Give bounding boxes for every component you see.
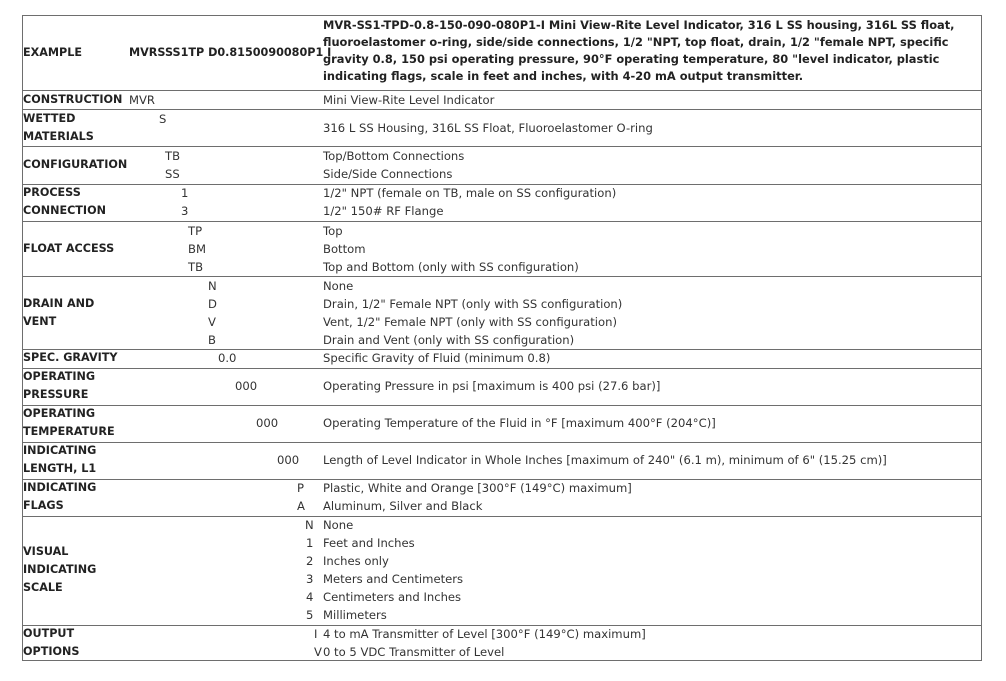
drain-vent-label-2: VENT (23, 315, 57, 328)
op-pressure-label-2: PRESSURE (23, 388, 89, 401)
construction-code: MVR (129, 93, 155, 107)
output-code-i: I (314, 627, 318, 641)
ind-flags-row (23, 479, 981, 517)
op-temperature-code: 000 (256, 416, 279, 430)
visual-scale-desc-1: Feet and Inches (323, 536, 415, 550)
visual-scale-code-1: 1 (306, 536, 314, 550)
process-row (23, 184, 981, 222)
ind-flags-desc-p: Plastic, White and Orange [300°F (149°C) maximum] (323, 481, 632, 495)
visual-scale-code-3: 3 (306, 572, 314, 586)
float-access-desc-tp: Top (323, 224, 343, 238)
ind-flags-desc-a: Aluminum, Silver and Black (323, 499, 483, 513)
drain-vent-label-1: DRAIN AND (23, 297, 95, 310)
visual-scale-desc-4: Centimeters and Inches (323, 590, 462, 604)
process-label-1: PROCESS (23, 186, 81, 199)
visual-scale-desc-n: None (323, 518, 354, 532)
construction-row (23, 91, 981, 110)
output-desc-v: 0 to 5 VDC Transmitter of Level (323, 645, 505, 659)
drain-vent-code-d: D (208, 297, 217, 311)
spec-gravity-desc: Specific Gravity of Fluid (minimum 0.8) (323, 351, 551, 365)
process-desc-3: 1/2" 150# RF Flange (323, 204, 444, 218)
drain-vent-desc-v: Vent, 1/2" Female NPT (only with SS configuration) (323, 315, 617, 329)
process-code-3: 3 (181, 204, 189, 218)
configuration-label: CONFIGURATION (23, 158, 128, 171)
ind-length-label-2: LENGTH, L1 (23, 462, 97, 475)
float-access-code-tp: TP (188, 224, 203, 238)
drain-vent-code-b: B (208, 333, 216, 347)
configuration-desc-ss: Side/Side Connections (323, 167, 453, 181)
op-temperature-label-2: TEMPERATURE (23, 425, 115, 438)
visual-scale-code-5: 5 (306, 608, 314, 622)
op-temperature-row (23, 405, 981, 443)
drain-vent-desc-n: None (323, 279, 354, 293)
output-label-1: OUTPUT (23, 627, 75, 640)
spec-gravity-code: 0.0 (218, 351, 237, 365)
float-access-desc-tb: Top and Bottom (only with SS configuration) (323, 260, 579, 274)
visual-scale-code-4: 4 (306, 590, 314, 604)
output-desc-i: 4 to mA Transmitter of Level [300°F (149°C) maximum] (323, 627, 646, 641)
output-row (23, 625, 981, 662)
ind-flags-code-a: A (297, 499, 305, 513)
float-access-row (23, 222, 981, 277)
process-desc-1: 1/2" NPT (female on TB, male on SS configuration) (323, 186, 617, 200)
visual-scale-desc-5: Millimeters (323, 608, 387, 622)
visual-scale-desc-2: Inches only (323, 554, 389, 568)
visual-scale-desc-3: Meters and Centimeters (323, 572, 464, 586)
wetted-label-2: MATERIALS (23, 130, 94, 143)
process-label-2: CONNECTION (23, 204, 106, 217)
ind-flags-code-p: P (297, 481, 304, 495)
op-pressure-code: 000 (235, 379, 258, 393)
visual-scale-label-1: VISUAL (23, 545, 69, 558)
op-temperature-label-1: OPERATING (23, 407, 96, 420)
op-pressure-desc: Operating Pressure in psi [maximum is 400 psi (27.6 bar)] (323, 379, 661, 393)
wetted-label-1: WETTED (23, 112, 76, 125)
example-description: MVR-SS1-TPD-0.8-150-090-080P1-I Mini View-Rite Level Indicator, 316 L SS housing, 316L SS float, fluoroelastomer o-ring, side/side connections, 1/2 "NPT, top float, drain, 1/2 "female NPT, specific gravity 0.8, 150 psi operating pressure, 90°F operating temperature, 80 "level indicator, plastic indicating flags, scale in feet and inches, with 4-20 mA output transmitter. (323, 18, 955, 83)
drain-vent-code-n: N (208, 279, 217, 293)
ind-flags-label-1: INDICATING (23, 481, 97, 494)
drain-vent-code-v: V (208, 315, 216, 329)
visual-scale-label-3: SCALE (23, 581, 63, 594)
float-access-code-bm: BM (188, 242, 206, 256)
drain-vent-desc-b: Drain and Vent (only with SS configuration) (323, 333, 575, 347)
wetted-row (23, 110, 981, 147)
process-code-1: 1 (181, 186, 189, 200)
visual-scale-label-2: INDICATING (23, 563, 97, 576)
configuration-code-ss: SS (165, 167, 180, 181)
op-temperature-desc: Operating Temperature of the Fluid in °F [maximum 400°F (204°C)] (323, 416, 716, 430)
example-code: MVRSSS1TP D0.8150090080P1 I (129, 46, 332, 59)
visual-scale-code-n: N (305, 518, 314, 532)
visual-scale-row (23, 516, 981, 626)
ind-length-label-1: INDICATING (23, 444, 97, 457)
float-access-desc-bm: Bottom (323, 242, 366, 256)
wetted-code: S (159, 112, 167, 126)
ind-length-row (23, 442, 981, 480)
output-code-v: V (314, 645, 322, 659)
construction-desc: Mini View-Rite Level Indicator (323, 93, 495, 107)
ind-length-desc: Length of Level Indicator in Whole Inches [maximum of 240" (6.1 m), minimum of 6" (15.25 cm)] (323, 453, 887, 467)
ordering-table (22, 15, 982, 661)
wetted-desc: 316 L SS Housing, 316L SS Float, Fluoroelastomer O-ring (323, 121, 653, 135)
configuration-row (23, 147, 981, 185)
drain-vent-row (23, 277, 981, 350)
op-pressure-label-1: OPERATING (23, 370, 96, 383)
construction-label: CONSTRUCTION (23, 93, 123, 106)
configuration-desc-tb: Top/Bottom Connections (323, 149, 465, 163)
ind-length-code: 000 (277, 453, 300, 467)
float-access-label: FLOAT ACCESS (23, 242, 115, 255)
example-row (23, 16, 981, 91)
ind-flags-label-2: FLAGS (23, 499, 64, 512)
spec-gravity-label: SPEC. GRAVITY (23, 351, 118, 364)
float-access-code-tb: TB (188, 260, 204, 274)
op-pressure-row (23, 368, 981, 406)
example-label: EXAMPLE (23, 46, 83, 59)
visual-scale-code-2: 2 (306, 554, 314, 568)
drain-vent-desc-d: Drain, 1/2" Female NPT (only with SS configuration) (323, 297, 623, 311)
output-label-2: OPTIONS (23, 645, 80, 658)
spec-gravity-row (23, 349, 981, 369)
configuration-code-tb: TB (165, 149, 181, 163)
